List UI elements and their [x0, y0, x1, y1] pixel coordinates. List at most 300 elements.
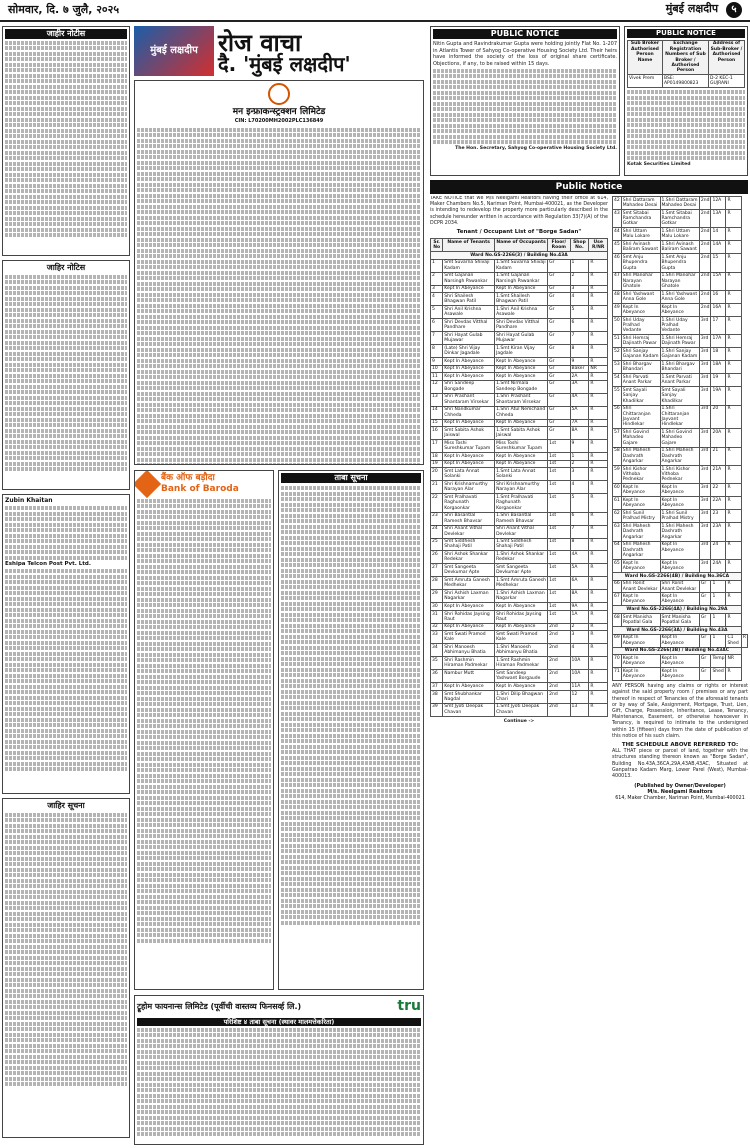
table-cell: 1.Shri Uday Pralhad Vedante — [660, 316, 699, 334]
table-cell: Temp — [711, 655, 726, 668]
table-cell: 3rd — [699, 484, 711, 497]
table-cell: 18 — [711, 348, 726, 361]
table-row — [431, 657, 608, 670]
table-cell: 1 — [711, 580, 726, 593]
table-cell: R — [726, 447, 741, 465]
table-cell: Kept In Abeyance — [660, 593, 699, 606]
table-cell: 1A — [570, 610, 589, 623]
table-cell: Kept In Abeyance — [621, 655, 660, 668]
public-notice-title: Public Notice — [430, 180, 748, 194]
table-cell: 1.Shri Mahesh Dashrath Angarkar — [660, 447, 699, 465]
table-cell: Shri Basantlal Ramesh Bhavsar — [443, 512, 495, 525]
table-cell: 32 — [431, 623, 443, 631]
promo-banner — [134, 26, 424, 76]
table-cell: R — [726, 348, 741, 361]
paper-title: मुंबई लक्षदीप — [665, 2, 719, 15]
table-cell: 1.Shri Manohar Narayan Ghatole — [660, 272, 699, 290]
table-cell: Shri Mahesh Dashrath Angarkar — [621, 523, 660, 541]
left-column — [2, 26, 130, 1144]
page-number: ५ — [726, 2, 742, 18]
table-cell: R — [589, 683, 608, 691]
table-cell: 19A — [711, 387, 726, 405]
table-row — [613, 523, 748, 541]
table-cell: R — [726, 593, 741, 606]
table-cell: 5 — [570, 306, 589, 319]
table-cell: 1.Shri Hemraj Dajinath Pawar — [660, 335, 699, 348]
table-row — [431, 344, 608, 357]
table-row — [431, 494, 608, 512]
table-cell: Kept In Abeyance — [495, 460, 548, 468]
table-cell: Shri Ronit Anant Devlekar — [660, 580, 699, 593]
table-cell: R — [589, 373, 608, 381]
table-cell: Shri Devdas Vitthal Pandhare — [495, 319, 548, 332]
table-cell: 16 — [431, 427, 443, 440]
table-row — [431, 644, 608, 657]
table-cell: Kept In Abeyance — [495, 419, 548, 427]
table-cell: R — [726, 387, 741, 405]
table-cell: 1.Smt Siddhesh Shahaji Patil — [495, 538, 548, 551]
table-cell: 1.Shri Uttam Malu Lokare — [660, 228, 699, 241]
table-cell: Kept In Abeyance — [495, 453, 548, 461]
table-row — [613, 209, 748, 227]
table-cell: Kept In Abeyance — [443, 373, 495, 381]
table-cell: 23 — [711, 510, 726, 523]
ward-heading: Ward No.GS-2266(3B) / Building No.43AC — [613, 647, 742, 655]
table-cell: 42 — [613, 197, 622, 210]
table-cell: Kept In Abeyance — [443, 419, 495, 427]
table-row — [613, 655, 748, 668]
table-cell: Shri Rohidas Jaysing Raut — [495, 610, 548, 623]
notice-body — [5, 506, 127, 560]
table-row — [613, 303, 748, 316]
table-cell: R — [726, 614, 741, 627]
table-cell: Gr — [548, 373, 570, 381]
table-row — [431, 468, 608, 481]
table-cell: R — [726, 316, 741, 334]
table-cell: Shri Nandkumar Chheda — [443, 406, 495, 419]
table-row — [431, 293, 608, 306]
table-row — [613, 593, 748, 606]
table-cell: Kept In Abeyance — [660, 634, 699, 647]
table-cell: Shri Krishnamurthy Narayan Alar — [495, 481, 548, 494]
table-cell: 7 — [431, 332, 443, 345]
table-cell: 47 — [613, 272, 622, 290]
ward-heading: Ward No.GS-2266(4B) / Building No.36CA — [613, 572, 742, 580]
table-cell: Shri Ashok Shankar Redekar — [443, 551, 495, 564]
cell: Vivek Prem — [628, 75, 663, 88]
table-cell: R — [589, 631, 608, 644]
table-row — [431, 332, 608, 345]
table-cell: 3rd — [699, 374, 711, 387]
table-cell: Gr — [699, 634, 711, 647]
table-cell: 61 — [613, 497, 622, 510]
table-cell: R — [726, 228, 741, 241]
table-cell: Shri Sunil Pralhad Mistry — [621, 510, 660, 523]
table-cell: R — [726, 254, 741, 272]
table-cell: 1st — [548, 525, 570, 538]
table-cell: 2A — [570, 373, 589, 381]
table-cell: Kept In Abeyance — [495, 373, 548, 381]
notice-body — [137, 1028, 421, 1137]
table-cell: R — [589, 690, 608, 703]
table-cell: 28 — [431, 577, 443, 590]
table-cell: Kept In Abeyance — [443, 603, 495, 611]
table-cell: 2 — [431, 272, 443, 285]
table-cell: 4A — [570, 393, 589, 406]
table-cell: R — [726, 303, 741, 316]
table-cell: R — [589, 481, 608, 494]
table-cell: Baker — [570, 365, 589, 373]
notice-body — [5, 41, 127, 238]
table-cell: Kept In Abeyance — [443, 623, 495, 631]
notice-body — [137, 128, 421, 466]
table-cell: 48 — [613, 290, 622, 303]
table-cell: 9 — [570, 357, 589, 365]
table-cell: Gr — [548, 319, 570, 332]
col-header: Exchange Registration Numbers of Sub Broker / Authorised Person — [662, 40, 708, 75]
table-cell: 1.Shri Chittaranjan Jayvant Hindlekar — [660, 405, 699, 429]
table-cell: 33 — [431, 631, 443, 644]
table-cell: 3rd — [699, 405, 711, 429]
table-cell: 3rd — [699, 497, 711, 510]
ward-row — [613, 647, 748, 655]
notice-box — [2, 260, 130, 490]
table-cell: Kept In Abeyance — [495, 357, 548, 365]
table-cell: Smt Suvarna Shivaji Kadam — [443, 259, 495, 272]
banner-title-1: रोज वाचा — [218, 29, 302, 57]
table-cell: Gr — [548, 293, 570, 306]
truhome-logo-icon: tru — [397, 998, 421, 1014]
table-cell: 1.Shri Dattaram Mahadeo Desai — [661, 197, 698, 208]
table-cell: Gr — [548, 393, 570, 406]
table-cell: 1.Smt Suvarna Shivaji Kadam — [495, 259, 548, 272]
table-cell: Shri Avinash Baliram Sawant — [622, 241, 659, 253]
table-cell: 8 — [570, 344, 589, 357]
table-cell: 15A — [711, 272, 726, 290]
col-header: Address of Sub-Broker / Authorised Person — [708, 40, 744, 75]
notice-title: जाहिर नोटिस — [46, 263, 86, 272]
table-cell: 4 — [570, 481, 589, 494]
table-cell: R — [726, 523, 741, 541]
cell: D-2 KEC-1 GUJRANI — [708, 75, 744, 88]
table-row — [613, 290, 748, 303]
table-cell: Kept In Abeyance — [621, 593, 660, 606]
table-cell: 1.Smt Amruta Ganesh Medhekar — [496, 578, 546, 589]
table-cell: R — [589, 494, 608, 512]
table-cell: 38 — [431, 690, 443, 703]
table-cell: 2nd — [548, 657, 570, 670]
table-cell: 56 — [613, 405, 622, 429]
table-cell: Shri Hemraj Dajinath Pawar — [621, 335, 660, 348]
table-cell: 1st — [548, 440, 570, 453]
table-cell: NR — [589, 365, 608, 373]
table-cell: Gr — [548, 365, 570, 373]
table-row — [431, 373, 608, 381]
table-cell: 24A — [711, 559, 726, 572]
company-logo-icon — [268, 83, 290, 105]
table-cell: 3 — [570, 468, 589, 481]
table-cell: 4A — [570, 551, 589, 564]
table-cell: Kept In Abeyance — [443, 683, 495, 691]
table-cell: R — [741, 634, 747, 647]
table-cell: 8 — [431, 344, 443, 357]
public-notice-right — [612, 196, 748, 1146]
col-header: Sr. No — [431, 239, 443, 252]
table-cell: 7 — [570, 525, 589, 538]
table-row — [431, 285, 608, 293]
table-cell: 14A — [711, 241, 726, 254]
table-cell: 2nd — [699, 290, 711, 303]
table-cell: 3rd — [699, 559, 711, 572]
table-row — [431, 393, 608, 406]
table-cell: Shri Manoesh Abhimanyu Bhatia — [443, 644, 495, 657]
table-cell: 1st — [548, 494, 570, 512]
table-cell: Gr — [548, 427, 570, 440]
table-cell: 18 — [431, 453, 443, 461]
table-cell: Kept In Abeyance — [660, 497, 699, 510]
table-cell: 3rd — [699, 429, 711, 447]
table-cell: R — [589, 427, 608, 440]
table-cell: 69 — [613, 634, 622, 647]
table-cell: 6A — [570, 577, 589, 590]
table-cell: R — [726, 580, 741, 593]
table-row — [613, 447, 748, 465]
table-cell: 2nd — [548, 631, 570, 644]
table-cell: 21A — [711, 465, 726, 483]
table-cell: 1.Smt Jyoti Deepak Chavan — [495, 703, 548, 716]
table-row — [613, 668, 748, 681]
table-cell: 5A — [570, 406, 589, 419]
table-cell: Kept In Abeyance — [495, 623, 548, 631]
table-cell: Shri Krishnamurthy Narayan Alar — [443, 481, 495, 494]
table-row — [431, 512, 608, 525]
table-cell: 1st — [548, 512, 570, 525]
table-cell: 5A — [570, 564, 589, 577]
notice-body — [433, 69, 617, 145]
table-cell: 3rd — [699, 447, 711, 465]
table-cell: 9 — [431, 357, 443, 365]
table-cell: Shri Prashant Shantaram Virsekar — [443, 393, 495, 406]
col-header: Shop No. — [570, 239, 589, 252]
table-cell: 16 — [711, 290, 726, 303]
table-cell: 1.Smt Gajanan Narsingh Pawankar — [495, 272, 548, 285]
table-cell: 1.Smt Parvati Anant Parkar — [660, 374, 699, 387]
table-cell: 13 — [431, 393, 443, 406]
ward-heading: Ward No.GS-2266(4A) / Building No.29A — [613, 606, 742, 614]
notice-name: Zubin Khaitan — [5, 497, 53, 504]
table-row — [431, 703, 608, 716]
table-row — [431, 460, 608, 468]
table-cell: 1.Shri Sunil Pralhad Mistry — [660, 510, 699, 523]
table-cell: Kept In Abeyance — [495, 603, 548, 611]
table-cell: R — [589, 440, 608, 453]
table-row — [431, 577, 608, 590]
table-cell: Gr — [548, 357, 570, 365]
notice-signatory: The Hon. Secretary, Sahyog Co-operative Housing Society Ltd. — [455, 146, 617, 151]
table-cell: 22 — [711, 484, 726, 497]
table-cell: Shri Parvati Anant Parkar — [621, 374, 660, 387]
table-cell: 22A — [711, 497, 726, 510]
table-cell: R — [589, 590, 608, 603]
table-row — [431, 365, 608, 373]
table-row — [431, 683, 608, 691]
public-notice-intro: TAKE NOTICE that we M/s Neelgami Realtors having their office at 614, Maker Chambers No.5, Nariman Point, Mumbai-400021, as the Developer is intending to redevelop the property more particularly described in the schedule hereunder written in accordance with Regulation 33(7)(A) of the DCPR 2034. — [430, 196, 608, 226]
table-cell: Kept In Abeyance — [495, 285, 548, 293]
table-cell: R — [726, 668, 741, 681]
company-notice — [134, 80, 424, 465]
table-cell: 3rd — [699, 335, 711, 348]
table-cell: 1.Shri Mahesh Dashrath Angarkar — [660, 523, 699, 541]
notice-body — [281, 486, 421, 925]
table-cell: Shri Manohar Narayan Ghatole — [621, 272, 660, 290]
banner-tag: मुंबई लक्षदीप — [134, 26, 214, 76]
table-cell: 1st — [548, 564, 570, 577]
table-cell: 5 — [431, 306, 443, 319]
table-cell: Miss Toshi Sureshkumar Tupam — [495, 440, 548, 453]
table-row — [431, 259, 608, 272]
table-cell: R — [726, 335, 741, 348]
table-cell: Smt Sandeep Yashwant Borgaude — [495, 670, 548, 683]
table-cell: R — [589, 512, 608, 525]
table-row — [613, 405, 748, 429]
table-cell: 21 — [431, 481, 443, 494]
table-cell: 10A — [570, 670, 589, 683]
table-cell: Gr — [548, 419, 570, 427]
table-cell: 1.Shri Govind Mahadeo Gajare — [660, 429, 699, 447]
table-cell: 1.Smt Kiran Vijay Jagdale — [495, 344, 548, 357]
table-cell: R — [589, 306, 608, 319]
table-cell: 22 — [431, 494, 443, 512]
table-row — [431, 319, 608, 332]
schedule-text: ALL THAT piece or parcel of land, together with the structures standing thereon known as "Borge Sadan", Building No.43A,36CA,29A,43AB,43AC, Situated at Ganpatrao Kadam Marg, Lower Parel (West), Mumbai-400013. — [612, 749, 748, 779]
table-cell: R — [726, 465, 741, 483]
public-notice-kotak — [624, 26, 748, 176]
table-cell: 62 — [613, 510, 622, 523]
table-cell: Smt Sitabai Ramchandra Gotkar — [621, 209, 660, 227]
table-row — [613, 335, 748, 348]
table-cell: 46 — [613, 254, 622, 272]
table-cell: Kept In Abeyance — [621, 484, 660, 497]
table-cell: R — [589, 610, 608, 623]
table-cell: 1.Shri Ashish Laxman Nagarkar — [495, 590, 548, 603]
table-row — [431, 623, 608, 631]
table-cell: 14 — [711, 228, 726, 241]
table-row — [613, 272, 748, 290]
notice-body — [627, 90, 745, 160]
table-cell: R — [589, 357, 608, 365]
table-cell: Shri Kishor Vithoba Pednekar — [621, 465, 660, 483]
table-cell: 2nd — [699, 272, 711, 290]
table-cell: 1.Shri Basantlal Ramesh Bhavsar — [495, 512, 548, 525]
table-cell: 30 — [431, 603, 443, 611]
table-cell: R — [589, 644, 608, 657]
table-row — [613, 361, 748, 374]
table-cell: 25 — [431, 538, 443, 551]
table-cell: 3rd — [699, 316, 711, 334]
table-cell: 71 — [613, 668, 622, 681]
table-cell: 23 — [431, 512, 443, 525]
table-cell: Kept In Abeyance — [660, 541, 699, 559]
table-cell: 3rd — [699, 361, 711, 374]
table-cell: 1.Shri Atul Nemchand Chheda — [495, 406, 548, 419]
table-cell: 27 — [431, 564, 443, 577]
truhome-header — [137, 998, 421, 1016]
notice-title: PUBLIC NOTICE — [433, 29, 617, 39]
table-cell: 1.Shri Ashok Shankar Redekar — [495, 551, 548, 564]
table-cell: Shri Devdas Vitthal Pandhare — [443, 319, 495, 332]
table-cell: 21 — [711, 447, 726, 465]
table-cell: R — [589, 577, 608, 590]
table-cell: Shri Ashish Laxman Nagarkar — [443, 590, 495, 603]
table-cell: R — [726, 361, 741, 374]
table-cell: 7A — [570, 419, 589, 427]
table-row — [431, 427, 608, 440]
table-cell: Kept In Abeyance — [443, 453, 495, 461]
table-cell: 9A — [570, 603, 589, 611]
table-cell: C1 Shed — [726, 634, 741, 647]
table-cell: 3rd — [699, 465, 711, 483]
table-cell: 44 — [613, 228, 622, 241]
table-cell: Smt Shubhankar Nagdal — [443, 690, 495, 703]
ward-heading: Ward No.GS-2266(3A) / Building No.43A — [613, 627, 742, 635]
table-cell: Shri Anant Vithal Devlekar — [443, 525, 495, 538]
table-cell: R — [726, 429, 741, 447]
table-cell: R — [589, 332, 608, 345]
table-cell: 1.Shri Anil Krishna Asawale — [495, 306, 548, 319]
banner-title-2: दै. 'मुंबई लक्षदीप' — [218, 52, 351, 76]
table-cell: 2nd — [699, 241, 711, 254]
table-cell: 53 — [613, 361, 622, 374]
continue-label: Continue -> — [503, 718, 535, 724]
table-cell: R — [589, 419, 608, 427]
table-cell: Smt Lata Annat Solanki — [443, 468, 495, 481]
table-cell: R — [589, 623, 608, 631]
publisher-name: M/s. Neelgami Realtors — [647, 789, 713, 796]
table-cell: Kept In Abeyance — [660, 303, 699, 316]
table-cell: 2nd — [548, 703, 570, 716]
table-cell: 2 — [570, 272, 589, 285]
table-cell: 68 — [613, 614, 622, 627]
notice-title: PUBLIC NOTICE — [627, 29, 745, 38]
table-cell: 31 — [431, 610, 443, 623]
table-cell: Miss Toshi Sureshkumar Tupam — [443, 440, 495, 453]
table-cell: Gr — [548, 272, 570, 285]
table-cell: Smt Sangeeta Devkumar Apte — [495, 564, 548, 577]
table-cell: 2nd — [548, 644, 570, 657]
table-cell: 1.Smt Sitabai Ramchandra Gotkar — [660, 209, 699, 227]
table-cell: Gr — [699, 668, 711, 681]
table-caption: Tenant / Occupant List of "Borge Sadan" — [456, 229, 582, 236]
table-cell: 2nd — [699, 254, 711, 272]
table-row — [431, 525, 608, 538]
table-cell: Shed — [711, 668, 726, 681]
table-cell: Gr — [548, 259, 570, 272]
table-cell: 67 — [613, 593, 622, 606]
table-cell: Gr — [699, 655, 711, 668]
table-cell: 20 — [711, 405, 726, 429]
table-cell: 1 — [431, 259, 443, 272]
table-cell: 11 — [431, 373, 443, 381]
table-row — [431, 670, 608, 683]
table-cell: R — [589, 344, 608, 357]
table-cell: 17 — [431, 440, 443, 453]
table-row — [613, 559, 748, 572]
table-cell: 50 — [613, 316, 622, 334]
table-cell: 1.Shri Manoesh Abhimanyu Bhatia — [495, 644, 548, 657]
table-cell: Shri Sandeep Bongade — [443, 380, 495, 393]
table-cell: 2nd — [548, 690, 570, 703]
table-cell: 20 — [431, 468, 443, 481]
